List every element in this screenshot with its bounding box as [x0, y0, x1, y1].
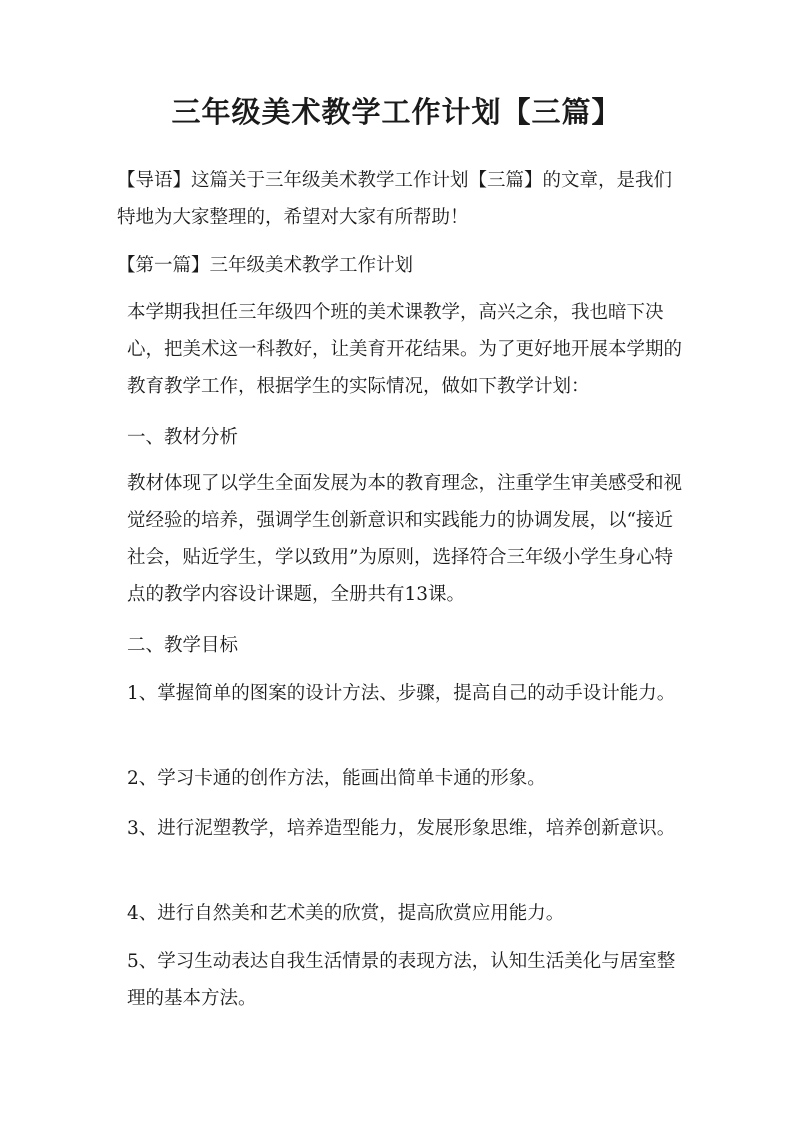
- goal-item: 2、学习卡通的创作方法，能画出简单卡通的形象。: [127, 768, 546, 789]
- goal-item: 3、进行泥塑教学，培养造型能力，发展形象思维，培养创新意识。: [127, 818, 676, 839]
- goal-item: 1、掌握简单的图案的设计方法、步骤，提高自己的动手设计能力。: [127, 683, 676, 704]
- heading-teaching-goals: 二、教学目标: [127, 635, 239, 656]
- document-title: 三年级美术教学工作计划【三篇】: [171, 95, 622, 129]
- paragraph-2: 教材体现了以学生全面发展为本的教育理念，注重学生审美感受和视觉经验的培养，强调学生创新意识和实践能力的协调发展，以“接近社会，贴近学生，学以致用”为原则，选择符合三年级小学生身心特点的教学内容设计课题，全册共有13课。: [127, 473, 683, 605]
- section-heading: 【第一篇】三年级美术教学工作计划: [117, 255, 414, 276]
- goal-item: 5、学习生动表达自我生活情景的表现方法，认知生活美化与居室整理的基本方法。: [127, 951, 676, 1009]
- heading-teaching-materials: 一、教材分析: [127, 427, 239, 448]
- intro-paragraph: 【导语】这篇关于三年级美术教学工作计划【三篇】的文章，是我们特地为大家整理的，希望对大家有所帮助！: [117, 170, 673, 228]
- goal-item: 4、进行自然美和艺术美的欣赏，提高欣赏应用能力。: [127, 903, 565, 924]
- paragraph-1: 本学期我担任三年级四个班的美术课教学，高兴之余，我也暗下决心，把美术这一科教好，让美育开花结果。为了更好地开展本学期的教育教学工作，根据学生的实际情况，做如下教学计划：: [127, 302, 683, 397]
